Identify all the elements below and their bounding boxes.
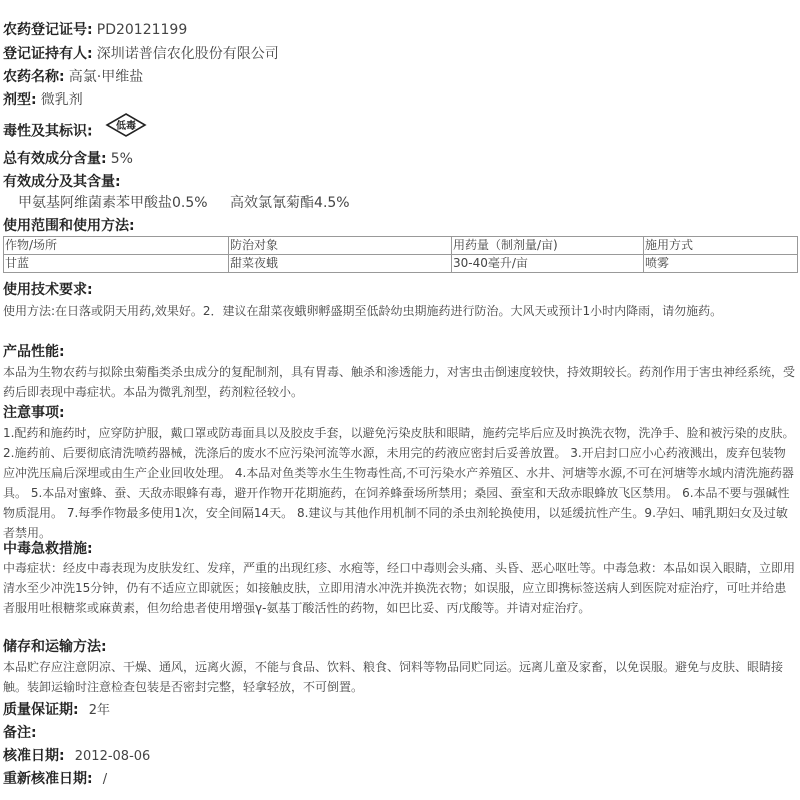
warranty-value: 2年 xyxy=(88,703,111,718)
notes-text: 1.配药和施药时，应穿防护服，戴口罩或防毒面具以及胶皮手套，以避免污染皮肤和眼睛，施药完毕后应及时换洗衣物，洗净手、脸和被污染的皮肤。 2.施药前、后要彻底清洗喷药器械，洗涤后的废水不应污染河流等水源，未用完的药液应密封后妥善放置。 3.开启封口应小心药液溅出，废弃包装物应冲洗压扁后深埋或由生产企业回收处理。 4.本品对鱼类等水生生物毒性高,不可污染水产养殖区、水井、河塘等水源,不可在河塘等水域内清洗施药器具。 5.本品对蜜蜂、蚕、天敌赤眼蜂有毒，避开作物开花期施药，在饲养蜂蚕场所禁用；桑园、蚕室和天敌赤眼蜂放飞区禁用。 6.本品不要与强碱性物质混用。 7.每季作物最多使用1次，安全间隔14天。 8.建议与其他作用机制不同的杀虫剂轮换使用，以延缓抗性产生。9.孕妇、哺乳期妇女及过敏者禁用。 xyxy=(3,426,795,540)
total-content-value: 5% xyxy=(110,151,133,167)
table-row xyxy=(4,255,798,273)
name-label: 农药名称: xyxy=(3,69,65,85)
notes-row xyxy=(3,403,65,424)
performance-label: 产品性能: xyxy=(3,344,65,360)
formulation-row xyxy=(3,90,83,111)
usage-table xyxy=(3,236,798,273)
toxicity-label: 毒性及其标识: xyxy=(3,123,93,140)
ingredient-item: 高效氯氰菊酯4.5% xyxy=(230,195,350,211)
formulation-value: 微乳剂 xyxy=(40,92,83,108)
toxicity-badge-text: 低毒 xyxy=(115,121,136,132)
firstaid-label: 中毒急救措施: xyxy=(3,541,93,557)
usage-header-cell: 作物/场所 xyxy=(4,237,229,255)
name-row xyxy=(3,67,143,88)
toxicity-row xyxy=(3,112,147,152)
usage-table-header xyxy=(4,237,798,255)
warranty-label: 质量保证期: xyxy=(3,702,79,718)
holder-label: 登记证持有人: xyxy=(3,46,93,62)
usage-header-cell: 施用方式 xyxy=(644,237,798,255)
usage-header-cell: 防治对象 xyxy=(229,237,452,255)
holder-value: 深圳诺普信农化股份有限公司 xyxy=(96,46,279,62)
approval-date-label: 核准日期: xyxy=(3,748,65,764)
reapproval-date-label: 重新核准日期: xyxy=(3,771,93,787)
ingredients-row xyxy=(3,172,121,193)
reg-no-value: PD20121199 xyxy=(96,22,188,38)
name-value: 高氯·甲维盐 xyxy=(68,69,144,85)
usage-cell: 喷雾 xyxy=(644,255,798,273)
tech-label: 使用技术要求: xyxy=(3,282,93,298)
usage-label: 使用范围和使用方法: xyxy=(3,218,135,234)
approval-date-row xyxy=(3,746,150,767)
performance-row xyxy=(3,342,65,363)
remarks-row xyxy=(3,723,37,744)
usage-cell: 30-40毫升/亩 xyxy=(452,255,644,273)
storage-text: 本品贮存应注意阴凉、干燥、通风，远离火源，不能与食品、饮料、粮食、饲料等物品同贮同运。远离儿童及家畜，以免误服。避免与皮肤、眼睛接触。装卸运输时注意检查包装是否密封完整，轻拿轻放，不可倒置。 xyxy=(3,660,784,694)
reg-no-row xyxy=(3,20,187,41)
low-toxicity-diamond-icon xyxy=(105,112,147,152)
tech-text: 使用方法:在日落或阴天用药,效果好。2．建议在甜菜夜蛾卵孵盛期至低龄幼虫期施药进行防治。大风天或预计1小时内降雨，请勿施药。 xyxy=(3,304,723,318)
holder-row xyxy=(3,44,279,65)
storage-label: 储存和运输方法: xyxy=(3,639,107,655)
total-content-row xyxy=(3,149,133,170)
approval-date-value: 2012-08-06 xyxy=(74,749,151,764)
storage-row xyxy=(3,637,107,658)
warranty-row xyxy=(3,700,110,721)
tech-row xyxy=(3,280,93,301)
ingredient-item: 甲氨基阿维菌素苯甲酸盐0.5% xyxy=(18,195,208,211)
firstaid-text: 中毒症状：经皮中毒表现为皮肤发红、发痒，严重的出现红疹、水疱等，经口中毒则会头痛、头昏、恶心呕吐等。中毒急救：本品如误入眼睛，立即用清水至少冲洗15分钟，仍有不适应立即就医；如接触皮肤，立即用清水冲洗并换洗衣物；如误服，应立即携标签送病人到医院对症治疗，可吐并给患者服用吐根糖浆或麻黄素，但勿给患者使用增强γ-氨基丁酸活性的药物，如巴比妥、丙戊酸等。并请对症治疗。 xyxy=(3,561,796,615)
usage-header-cell: 用药量（制剂量/亩) xyxy=(452,237,644,255)
firstaid-row xyxy=(3,539,93,560)
formulation-label: 剂型: xyxy=(3,92,37,108)
reapproval-date-row xyxy=(3,769,107,790)
reapproval-date-value: / xyxy=(102,772,108,787)
ingredients-label: 有效成分及其含量: xyxy=(3,174,121,190)
ingredients-list xyxy=(18,193,350,213)
performance-text: 本品为生物农药与拟除虫菊酯类杀虫成分的复配制剂，具有胃毒、触杀和渗透能力，对害虫击倒速度较快，持效期较长。药剂作用于害虫神经系统，受药后即表现中毒症状。本品为微乳剂型，药剂粒径较小。 xyxy=(3,365,796,399)
usage-row xyxy=(3,216,135,237)
total-content-label: 总有效成分含量: xyxy=(3,151,107,167)
remarks-label: 备注: xyxy=(3,725,37,741)
reg-no-label: 农药登记证号: xyxy=(3,22,93,38)
usage-cell: 甘蓝 xyxy=(4,255,229,273)
usage-cell: 甜菜夜蛾 xyxy=(229,255,452,273)
notes-label: 注意事项: xyxy=(3,405,65,421)
